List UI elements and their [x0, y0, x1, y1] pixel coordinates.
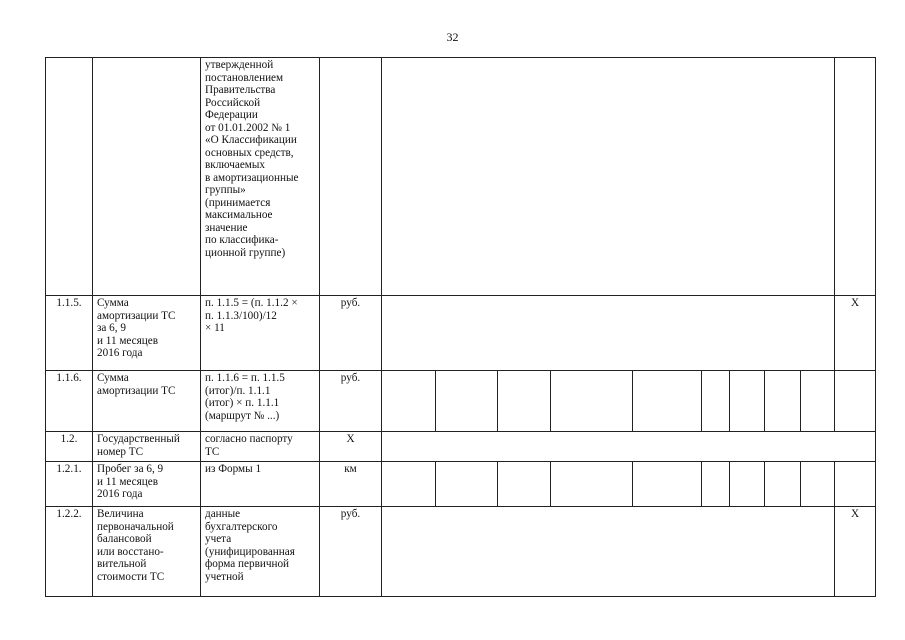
row-number: 1.1.6. — [46, 371, 93, 432]
data-cell — [765, 371, 801, 432]
row-last — [835, 462, 876, 507]
row-number: 1.1.5. — [46, 296, 93, 371]
row-source: п. 1.1.5 = (п. 1.1.2 × п. 1.1.3/100)/12 × 11 — [201, 296, 320, 371]
data-cell — [498, 371, 551, 432]
table-row — [46, 462, 876, 507]
row-source: утвержденной постановлением Правительства Российской Федерации от 01.01.2002 № 1 «О Классификации основных средств, включаемых в амортизационные группы» (принимается максимальное значение по классифика- ционной группе) — [201, 58, 320, 296]
row-source: данные бухгалтерского учета (унифицированная форма первичной учетной — [201, 507, 320, 597]
table-row — [46, 58, 876, 296]
merged-data-cell — [382, 432, 876, 462]
data-cell — [765, 462, 801, 507]
merged-data-cell — [382, 507, 835, 597]
data-cell — [633, 371, 702, 432]
data-cell — [498, 462, 551, 507]
table-row — [46, 371, 876, 432]
table-row — [46, 432, 876, 462]
data-cell — [551, 462, 633, 507]
row-source: из Формы 1 — [201, 462, 320, 507]
data-cell — [730, 371, 765, 432]
data-cell — [801, 462, 835, 507]
merged-data-cell — [382, 296, 835, 371]
row-last: X — [835, 296, 876, 371]
row-unit: руб. — [320, 296, 382, 371]
row-last: X — [835, 507, 876, 597]
table-row — [46, 296, 876, 371]
data-table — [45, 57, 876, 597]
table-row — [46, 507, 876, 597]
row-unit: руб. — [320, 507, 382, 597]
merged-data-cell — [382, 58, 835, 296]
data-cell — [382, 371, 436, 432]
row-unit — [320, 58, 382, 296]
data-cell — [702, 371, 730, 432]
data-cell — [702, 462, 730, 507]
row-source: п. 1.1.6 = п. 1.1.5 (итог)/п. 1.1.1 (итог) × п. 1.1.1 (маршрут № ...) — [201, 371, 320, 432]
row-unit: X — [320, 432, 382, 462]
data-cell — [801, 371, 835, 432]
data-cell — [633, 462, 702, 507]
row-source: согласно паспорту ТС — [201, 432, 320, 462]
row-last — [835, 371, 876, 432]
row-name — [93, 58, 201, 296]
data-cell — [436, 371, 498, 432]
row-unit: руб. — [320, 371, 382, 432]
row-name: Государственный номер ТС — [93, 432, 201, 462]
row-number: 1.2.1. — [46, 462, 93, 507]
row-number: 1.2. — [46, 432, 93, 462]
row-name: Величина первоначальной балансовой или восстано- вительной стоимости ТС — [93, 507, 201, 597]
data-cell — [436, 462, 498, 507]
row-unit: км — [320, 462, 382, 507]
row-last — [835, 58, 876, 296]
row-name: Сумма амортизации ТС — [93, 371, 201, 432]
page-number: 32 — [446, 30, 459, 44]
row-name: Пробег за 6, 9 и 11 месяцев 2016 года — [93, 462, 201, 507]
row-number — [46, 58, 93, 296]
data-cell — [730, 462, 765, 507]
row-number: 1.2.2. — [46, 507, 93, 597]
data-cell — [382, 462, 436, 507]
data-cell — [551, 371, 633, 432]
row-name: Сумма амортизации ТС за 6, 9 и 11 месяцев 2016 года — [93, 296, 201, 371]
